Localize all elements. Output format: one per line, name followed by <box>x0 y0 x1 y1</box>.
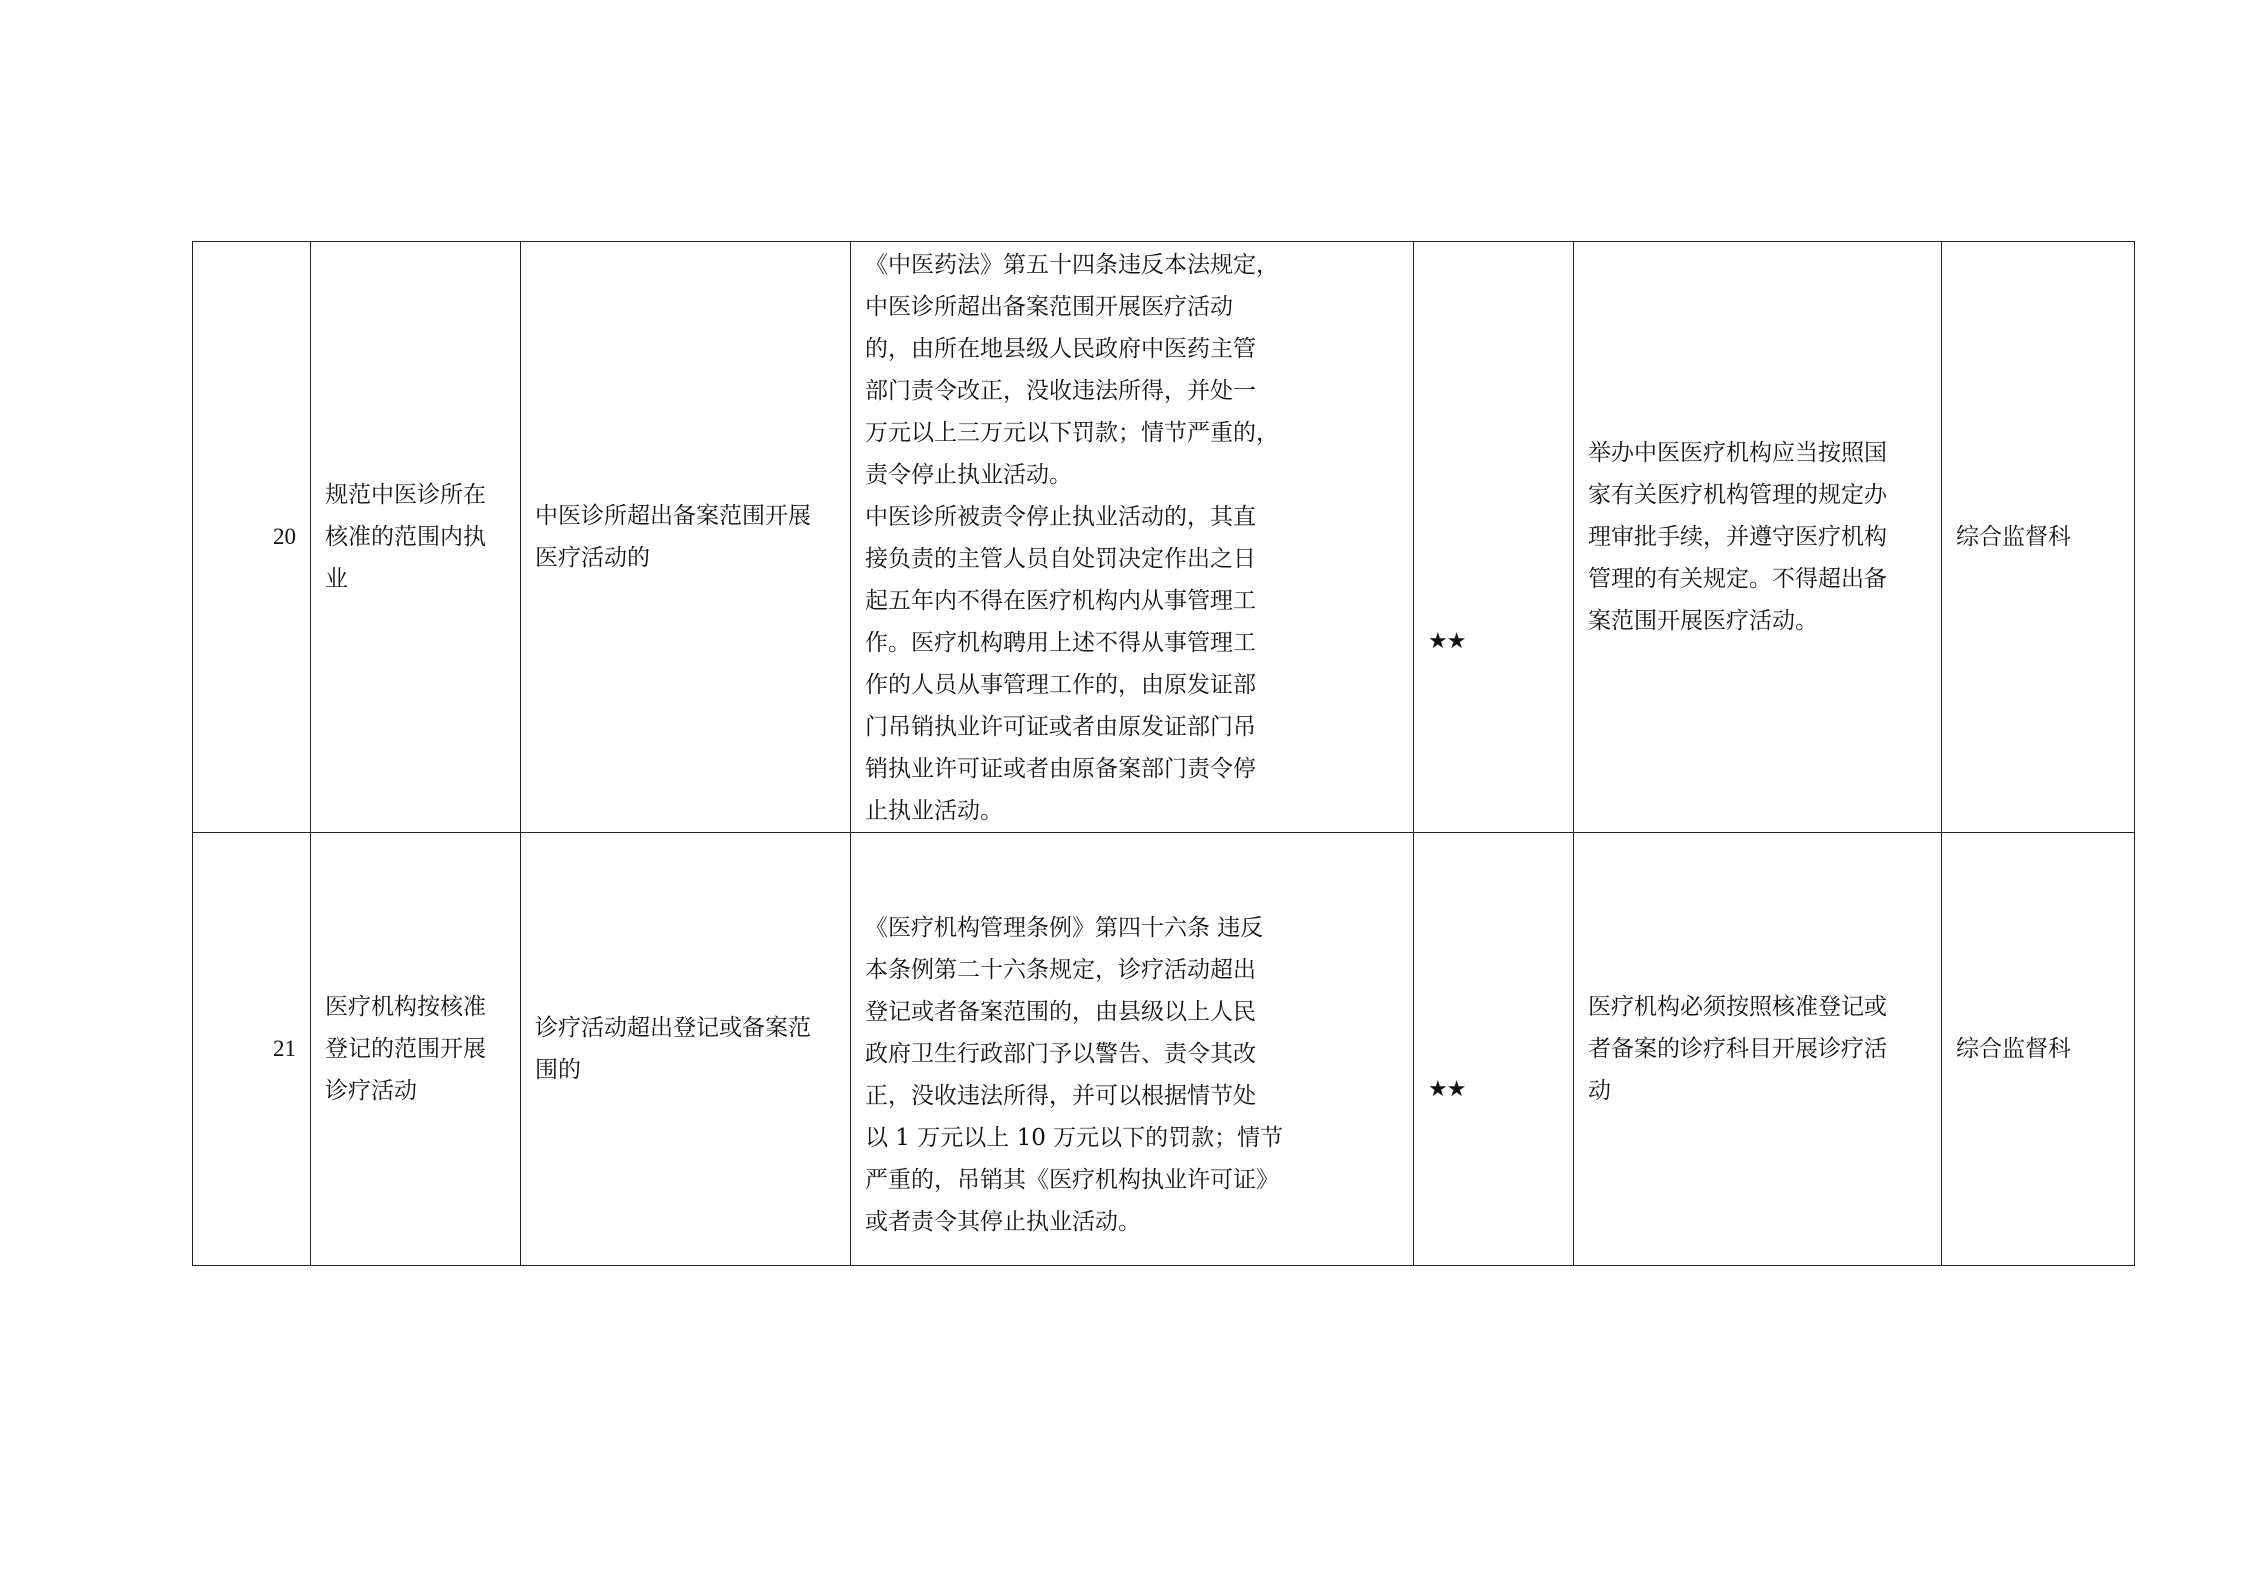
legal-basis-text: 《中医药法》第五十四条违反本法规定， 中医诊所超出备案范围开展医疗活动 的，由所在地县级人民政府中医药主管 部门责令改正，没收违法所得，并处一 万元以上三万元以下罚款；情节严重的， 责令停止执业活动。 中医诊所被责令停止执业活动的，其直 接负责的主管人员自处罚决定作出之日 起五年内不得在医疗机构内从事管理工 作。医疗机构聘用上述不得从事管理工 作的人员从事管理工作的，由原发证部 门吊销执业许可证或者由原发证部门吊 销执业许可证或者由原备案部门责令停 止执业活动。 <box>865 252 1279 824</box>
regulation-table <box>192 241 2135 1266</box>
risk-level <box>1414 833 1574 1266</box>
supervision-subject <box>311 833 521 1266</box>
responsible-department: 综合监督科 <box>1942 833 2135 1266</box>
table-row <box>193 833 2135 1266</box>
legal-basis <box>851 242 1414 833</box>
star-rating: ★★ <box>1428 628 1466 654</box>
supervision-subject-text: 规范中医诊所在核准的范围内执业 <box>325 482 486 592</box>
violation-behavior <box>521 833 851 1266</box>
legal-basis <box>851 833 1414 1266</box>
table-row <box>193 242 2135 833</box>
star-rating: ★★ <box>1428 1076 1466 1102</box>
violation-behavior-text: 中医诊所超出备案范围开展医疗活动的 <box>535 503 811 571</box>
violation-behavior-text: 诊疗活动超出登记或备案范围的 <box>535 1015 811 1083</box>
supervision-subject <box>311 242 521 833</box>
standard-requirement <box>1574 833 1942 1266</box>
row-number: 20 <box>193 242 311 833</box>
standard-requirement <box>1574 242 1942 833</box>
violation-behavior <box>521 242 851 833</box>
supervision-subject-text: 医疗机构按核准登记的范围开展诊疗活动 <box>325 994 486 1104</box>
standard-requirement-text: 举办中医医疗机构应当按照国家有关医疗机构管理的规定办理审批手续，并遵守医疗机构管理的有关规定。不得超出备案范围开展医疗活动。 <box>1588 440 1887 634</box>
legal-basis-text: 《医疗机构管理条例》第四十六条 违反 本条例第二十六条规定，诊疗活动超出 登记或者备案范围的，由县级以上人民 政府卫生行政部门予以警告、责令其改 正，没收违法所得，并可以根据情节处 以 1 万元以上 10 万元以下的罚款；情节 严重的，吊销其《医疗机构执业许可证》 或者责令其停止执业活动。 <box>865 915 1284 1235</box>
standard-requirement-text: 医疗机构必须按照核准登记或者备案的诊疗科目开展诊疗活动 <box>1588 994 1887 1104</box>
row-number: 21 <box>193 833 311 1266</box>
risk-level <box>1414 242 1574 833</box>
responsible-department: 综合监督科 <box>1942 242 2135 833</box>
